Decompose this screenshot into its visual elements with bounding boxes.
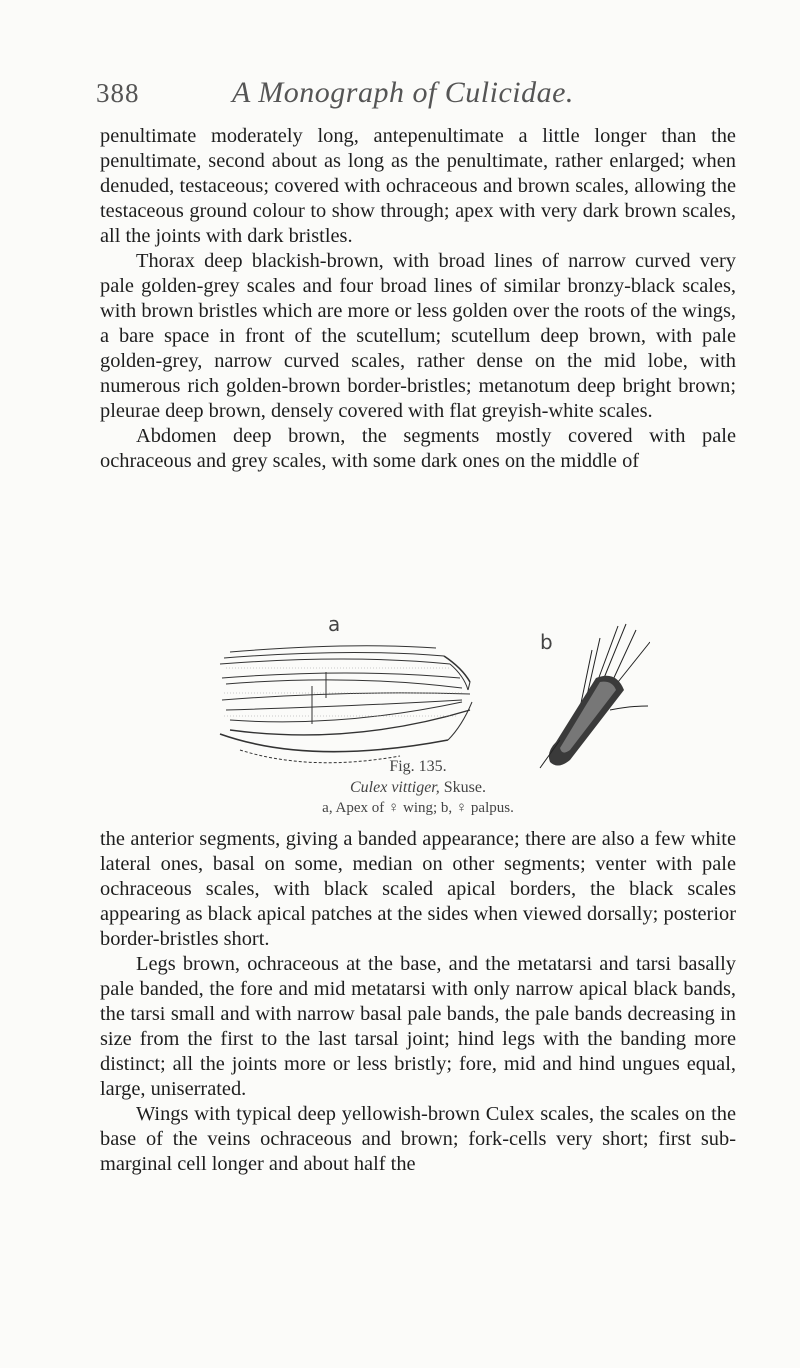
figure-species-line [100,779,736,797]
figure-number: Fig. 135. [389,758,447,775]
paragraph: the anterior segments, giving a banded appearance; there are also a few white lateral ones, basal on some, median on other segments; venter with pale ochraceous scales, with black scaled apical borders, the black scales appearing as black apical patches at the sides when viewed dorsally; posterior border-bristles short. [100,828,736,950]
page-number: 388 [96,78,140,108]
figure-author: Skuse. [443,779,486,796]
palpus-illustration [500,620,650,780]
figure-label-b: b [540,630,553,654]
paragraph: Wings with typical deep yellowish-brown Culex scales, the scales on the base of the veins ochraceous and brown; fork-cells very short; first sub-marginal cell longer and about half the [100,1103,736,1175]
figure-label-a: a [328,612,341,636]
paragraph: Thorax deep blackish-brown, with broad lines of narrow curved very pale golden-grey scales and four broad lines of similar bronzy-black scales, with brown bristles which are more or less golden over the roots of the wings, a bare space in front of the scutellum; scutellum deep brown, with pale golden-grey, narrow curved scales, rather dense on the mid lobe, with numerous rich golden-brown border-bristles; metanotum deep bright brown; pleurae deep brown, densely covered with flat greyish-white scales. [100,250,736,422]
wing-apex-illustration [200,638,500,778]
paragraph: penultimate moderately long, antepenultimate a little longer than the penultimate, second about as long as the penultimate, rather enlarged; when denuded, testaceous; covered with ochraceous and brown scales, allowing the testaceous ground colour to show through; apex with very dark brown scales, all the joints with dark bristles. [100,125,736,247]
body-text-bottom [100,827,736,1177]
figure-legend: a, Apex of ♀ wing; b, ♀ palpus. [322,800,514,816]
body-text-top [100,124,736,474]
paragraph: Abdomen deep brown, the segments mostly covered with pale ochraceous and grey scales, with some dark ones on the middle of [100,425,736,472]
figure-species: Culex vittiger, [350,779,440,796]
running-title: A Monograph of Culicidae. [232,76,574,109]
figure-135 [200,612,630,780]
paragraph: Legs brown, ochraceous at the base, and the metatarsi and tarsi basally pale banded, the fore and mid metatarsi with only narrow apical black bands, the tarsi small and with narrow basal pale bands, the pale bands decreasing in size from the first to the last tarsal joint; hind legs with the banding more distinct; all the joints more or less bristly; fore, mid and hind ungues equal, large, uniserrated. [100,953,736,1100]
